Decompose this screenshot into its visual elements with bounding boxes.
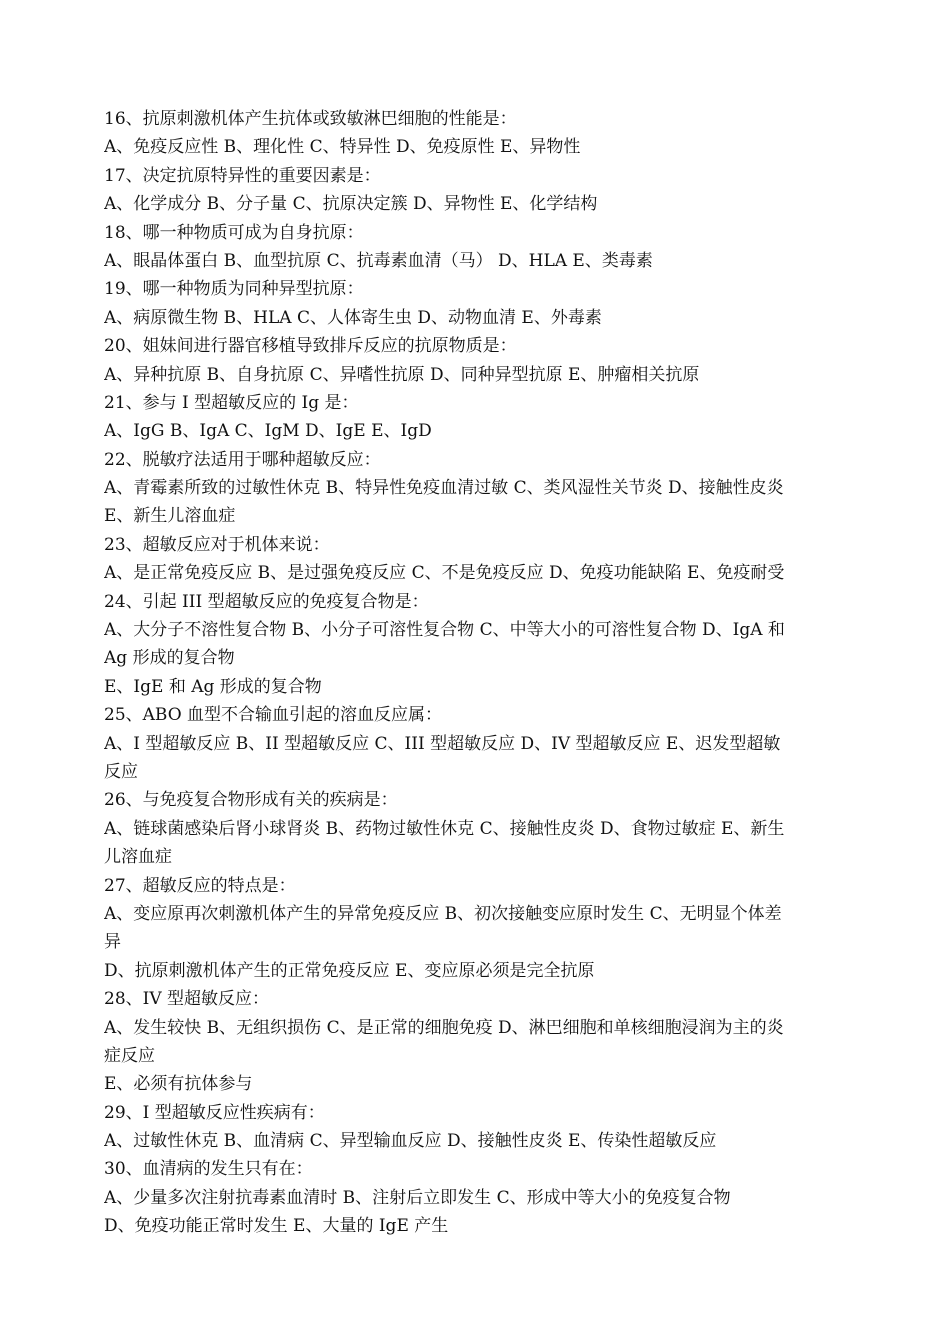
options-24: A、大分子不溶性复合物 B、小分子可溶性复合物 C、中等大小的可溶性复合物 D、IgA 和 [104,620,785,641]
question-25: 25、ABO 血型不合输血引起的溶血反应属： [104,705,443,726]
options-28-e: E、必须有抗体参与 [104,1074,253,1095]
question-17: 17、决定抗原特异性的重要因素是： [104,165,381,186]
options-18: A、眼晶体蛋白 B、血型抗原 C、抗毒素血清（马） D、HLA E、类毒素 [104,250,653,271]
options-24-cont: Ag 形成的复合物 [104,648,235,669]
options-28: A、发生较快 B、无组织损伤 C、是正常的细胞免疫 D、淋巴细胞和单核细胞浸润为主的炎 [104,1017,784,1038]
options-27-cont: 异 [104,932,121,953]
question-22: 22、脱敏疗法适用于哪种超敏反应： [104,449,381,470]
options-25-cont: 反应 [104,761,138,782]
options-30-de: D、免疫功能正常时发生 E、大量的 IgE 产生 [104,1216,449,1237]
question-21: 21、参与 I 型超敏反应的 Ig 是： [104,392,359,413]
options-26-cont: 儿溶血症 [104,847,172,868]
question-23: 23、超敏反应对于机体来说： [104,534,330,555]
options-17: A、化学成分 B、分子量 C、抗原决定簇 D、异物性 E、化学结构 [104,194,598,215]
question-19: 19、哪一种物质为同种异型抗原： [104,279,364,300]
options-20: A、异种抗原 B、自身抗原 C、异嗜性抗原 D、同种异型抗原 E、肿瘤相关抗原 [104,364,700,385]
options-16: A、免疫反应性 B、理化性 C、特异性 D、免疫原性 E、异物性 [104,137,581,158]
question-26: 26、与免疫复合物形成有关的疾病是： [104,790,398,811]
options-22-cont: E、新生儿溶血症 [104,506,236,527]
document-page [104,105,854,1241]
question-20: 20、姐妹间进行器官移植导致排斥反应的抗原物质是： [104,336,517,357]
question-30: 30、血清病的发生只有在： [104,1159,313,1180]
question-16: 16、抗原刺激机体产生抗体或致敏淋巴细胞的性能是： [104,109,517,129]
question-18: 18、哪一种物质可成为自身抗原： [104,222,364,243]
options-28-cont: 症反应 [104,1045,155,1066]
options-30: A、少量多次注射抗毒素血清时 B、注射后立即发生 C、形成中等大小的免疫复合物 [104,1187,731,1208]
options-26: A、链球菌感染后肾小球肾炎 B、药物过敏性休克 C、接触性皮炎 D、食物过敏症 E、新生 [104,818,785,839]
options-27: A、变应原再次刺激机体产生的异常免疫反应 B、初次接触变应原时发生 C、无明显个体差 [104,903,782,924]
options-27-de: D、抗原刺激机体产生的正常免疫反应 E、变应原必须是完全抗原 [104,960,595,981]
question-28: 28、IV 型超敏反应： [104,989,270,1010]
options-29: A、过敏性休克 B、血清病 C、异型输血反应 D、接触性皮炎 E、传染性超敏反应 [104,1131,717,1152]
question-27: 27、超敏反应的特点是： [104,875,296,896]
options-22: A、青霉素所致的过敏性休克 B、特异性免疫血清过敏 C、类风湿性关节炎 D、接触性皮炎 [104,478,784,499]
options-23: A、是正常免疫反应 B、是过强免疫反应 C、不是免疫反应 D、免疫功能缺陷 E、免疫耐受 [104,563,785,584]
options-19: A、病原微生物 B、HLA C、人体寄生虫 D、动物血清 E、外毒素 [104,307,602,328]
question-29: 29、I 型超敏反应性疾病有： [104,1102,325,1123]
options-25: A、I 型超敏反应 B、II 型超敏反应 C、III 型超敏反应 D、IV 型超敏反应 E、迟发型超敏 [104,733,781,754]
options-21: A、IgG B、IgA C、IgM D、IgE E、IgD [104,421,432,442]
question-24: 24、引起 III 型超敏反应的免疫复合物是： [104,591,429,612]
options-24-e: E、IgE 和 Ag 形成的复合物 [104,676,322,697]
